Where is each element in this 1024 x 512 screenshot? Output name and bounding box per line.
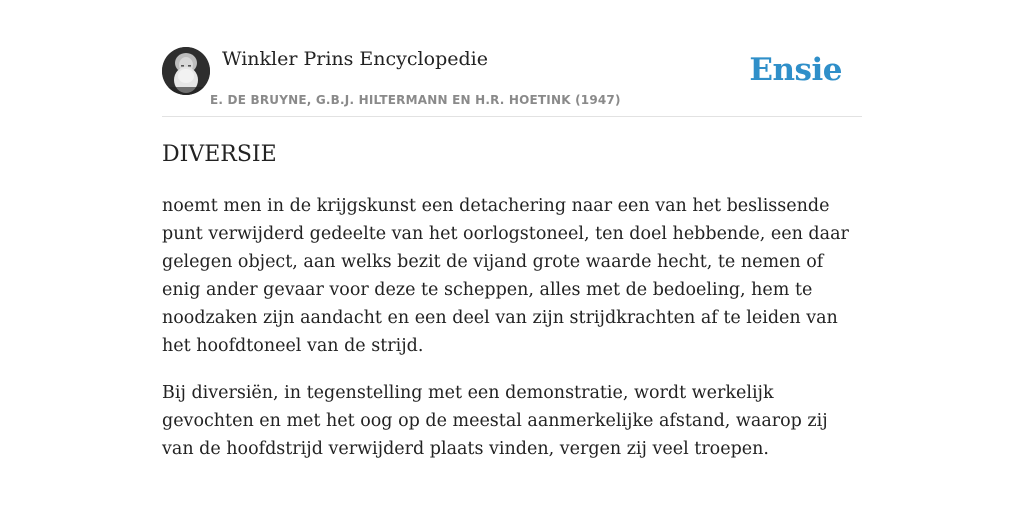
entry-content <box>162 192 862 482</box>
author-avatar <box>162 47 210 95</box>
brand-logo[interactable]: Ensie <box>749 52 842 88</box>
entry-paragraph: Bij diversiën, in tegenstelling met een demonstratie, wordt werkelijk gevochten en met het oog op de meestal aanmerkelijke afstand, waarop zij van de hoofdstrijd verwijderd plaats vinden, vergen zij veel troepen. <box>162 383 828 459</box>
book-authors: E. DE BRUYNE, G.B.J. HILTERMANN EN H.R. HOETINK (1947) <box>210 93 621 107</box>
author-portrait-icon <box>162 47 210 95</box>
entry-paragraph: noemt men in de krijgskunst een detachering naar een van het beslissende punt verwijderd gedeelte van het oorlogstoneel, ten doel hebbende, een daar gelegen object, aan welks bezit de vijand grote waarde hecht, te nemen of enig ander gevaar voor deze te scheppen, alles met de bedoeling, hem te noodzaken zijn aandacht en een deel van zijn strijdkrachten af te leiden van het hoofdtoneel van de strijd. <box>162 196 849 356</box>
page-header <box>162 46 862 117</box>
book-title[interactable]: Winkler Prins Encyclopedie <box>222 48 488 70</box>
entry-title: DIVERSIE <box>162 142 277 167</box>
